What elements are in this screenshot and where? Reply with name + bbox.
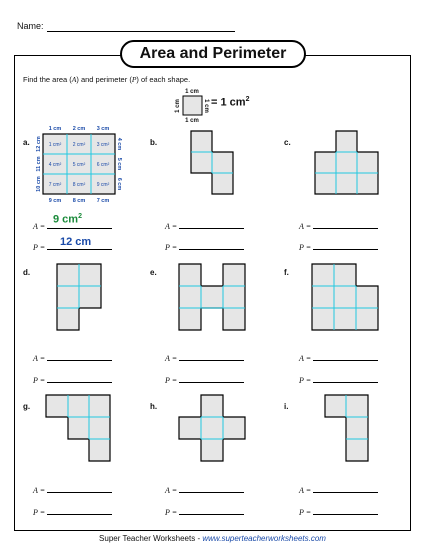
area-answer-f[interactable] — [299, 352, 378, 363]
problem-label-f: f. — [284, 268, 289, 277]
perimeter-label: P = — [165, 243, 178, 252]
answer-line[interactable] — [179, 484, 244, 493]
problem-label-i: i. — [284, 402, 289, 411]
perimeter-answer-c[interactable] — [299, 241, 378, 252]
unit-key-equation-text: = 1 cm — [211, 96, 246, 109]
answer-line[interactable] — [313, 506, 378, 515]
instructions-text-3: ) of each shape. — [136, 75, 191, 84]
cell-label: 1 cm² — [48, 142, 62, 148]
side-label-left: 10 cm — [36, 176, 42, 192]
name-label: Name: — [17, 21, 44, 31]
answer-line[interactable] — [47, 374, 112, 383]
example-perimeter-answer: 12 cm — [60, 236, 92, 248]
unit-key-right-label: 1 cm — [203, 99, 209, 113]
area-label: A = — [165, 354, 178, 363]
problem-label-d: d. — [23, 268, 31, 277]
example-area-answer-text: 9 cm — [53, 213, 79, 226]
side-label-right: 6 cm — [116, 177, 122, 191]
answer-line[interactable] — [313, 352, 378, 361]
shape-f — [312, 264, 378, 330]
perimeter-label: P = — [299, 376, 312, 385]
perimeter-answer-g[interactable] — [33, 506, 112, 517]
perimeter-label: P = — [299, 508, 312, 517]
area-label: A = — [165, 486, 178, 495]
problem-label-h: h. — [150, 402, 158, 411]
side-label-bottom: 9 cm — [48, 198, 62, 204]
area-label: A = — [299, 222, 312, 231]
perimeter-answer-a[interactable] — [33, 241, 112, 252]
shape-h — [179, 395, 245, 461]
shape-outline — [179, 395, 245, 461]
cell-label: 3 cm² — [96, 142, 110, 148]
answer-line[interactable] — [179, 374, 244, 383]
example-area-answer-sup: 2 — [78, 213, 82, 220]
answer-line[interactable] — [47, 352, 112, 361]
unit-key-equation-sup: 2 — [245, 96, 250, 103]
perimeter-answer-b[interactable] — [165, 241, 244, 252]
perimeter-answer-d[interactable] — [33, 374, 112, 385]
problem-label-c: c. — [284, 138, 291, 147]
side-label-left: 12 cm — [36, 136, 42, 152]
side-label-top: 3 cm — [96, 126, 110, 132]
instructions-area-symbol: A — [71, 75, 77, 84]
unit-key-bottom-label: 1 cm — [185, 118, 199, 124]
area-answer-c[interactable] — [299, 220, 378, 231]
answer-line[interactable] — [47, 241, 112, 250]
answer-line[interactable] — [313, 220, 378, 229]
answer-line[interactable] — [47, 506, 112, 515]
unit-key-left-label: 1 cm — [175, 99, 181, 113]
answer-line[interactable] — [179, 241, 244, 250]
cell-label: 4 cm² — [48, 162, 62, 168]
perimeter-answer-i[interactable] — [299, 506, 378, 517]
perimeter-answer-f[interactable] — [299, 374, 378, 385]
page-title: Area and Perimeter — [120, 40, 306, 68]
unit-square — [183, 96, 202, 115]
area-answer-i[interactable] — [299, 484, 378, 495]
answer-line[interactable] — [313, 241, 378, 250]
area-label: A = — [299, 354, 312, 363]
answer-line[interactable] — [179, 220, 244, 229]
area-label: A = — [299, 486, 312, 495]
shape-outline — [312, 264, 378, 330]
area-label: A = — [165, 222, 178, 231]
answer-line[interactable] — [179, 506, 244, 515]
shape-b — [191, 131, 233, 194]
side-label-left: 11 cm — [36, 156, 42, 172]
shape-c — [315, 131, 378, 194]
problem-label-g: g. — [23, 402, 31, 411]
shape-i — [325, 395, 368, 461]
shape-outline — [46, 395, 110, 461]
perimeter-label: P = — [33, 508, 46, 517]
cell-label: 9 cm² — [96, 182, 110, 188]
cell-label: 2 cm² — [72, 142, 86, 148]
side-label-right: 5 cm — [116, 157, 122, 171]
perimeter-label: P = — [165, 376, 178, 385]
perimeter-answer-h[interactable] — [165, 506, 244, 517]
instructions-text-1: Find the area ( — [23, 75, 72, 84]
area-answer-a[interactable] — [33, 220, 112, 231]
area-label: A = — [33, 222, 46, 231]
shape-g — [46, 395, 110, 461]
side-label-bottom: 8 cm — [72, 198, 86, 204]
cell-label: 7 cm² — [48, 182, 62, 188]
problem-label-a: a. — [23, 138, 30, 147]
shape-d — [57, 264, 101, 330]
cell-label: 6 cm² — [96, 162, 110, 168]
example-shape-a — [36, 126, 122, 204]
unit-key — [175, 89, 209, 124]
shape-outline — [315, 131, 378, 194]
area-answer-g[interactable] — [33, 484, 112, 495]
footer-text: Super Teacher Worksheets - — [99, 534, 203, 543]
shape-outline — [179, 264, 245, 330]
perimeter-answer-e[interactable] — [165, 374, 244, 385]
side-label-top: 2 cm — [72, 126, 86, 132]
perimeter-label: P = — [33, 243, 46, 252]
instructions-text-2: ) and perimeter ( — [76, 75, 132, 84]
answer-line[interactable] — [313, 484, 378, 493]
answer-line[interactable] — [47, 484, 112, 493]
area-answer-d[interactable] — [33, 352, 112, 363]
shape-e — [179, 264, 245, 330]
cell-label: 5 cm² — [72, 162, 86, 168]
perimeter-label: P = — [33, 376, 46, 385]
area-answer-b[interactable] — [165, 220, 244, 231]
answer-line[interactable] — [47, 220, 112, 229]
problem-label-b: b. — [150, 138, 158, 147]
cell-label: 8 cm² — [72, 182, 86, 188]
perimeter-label: P = — [299, 243, 312, 252]
side-label-right: 4 cm — [116, 137, 122, 151]
area-label: A = — [33, 354, 46, 363]
footer — [0, 534, 425, 543]
instructions-perimeter-symbol: P — [131, 75, 137, 84]
area-label: A = — [33, 486, 46, 495]
unit-key-top-label: 1 cm — [185, 89, 199, 95]
problem-label-e: e. — [150, 268, 157, 277]
perimeter-label: P = — [165, 508, 178, 517]
footer-link[interactable]: www.superteacherworksheets.com — [202, 534, 326, 543]
side-label-top: 1 cm — [48, 126, 62, 132]
answer-line[interactable] — [179, 352, 244, 361]
area-answer-h[interactable] — [165, 484, 244, 495]
side-label-bottom: 7 cm — [96, 198, 110, 204]
area-answer-e[interactable] — [165, 352, 244, 363]
answer-line[interactable] — [313, 374, 378, 383]
